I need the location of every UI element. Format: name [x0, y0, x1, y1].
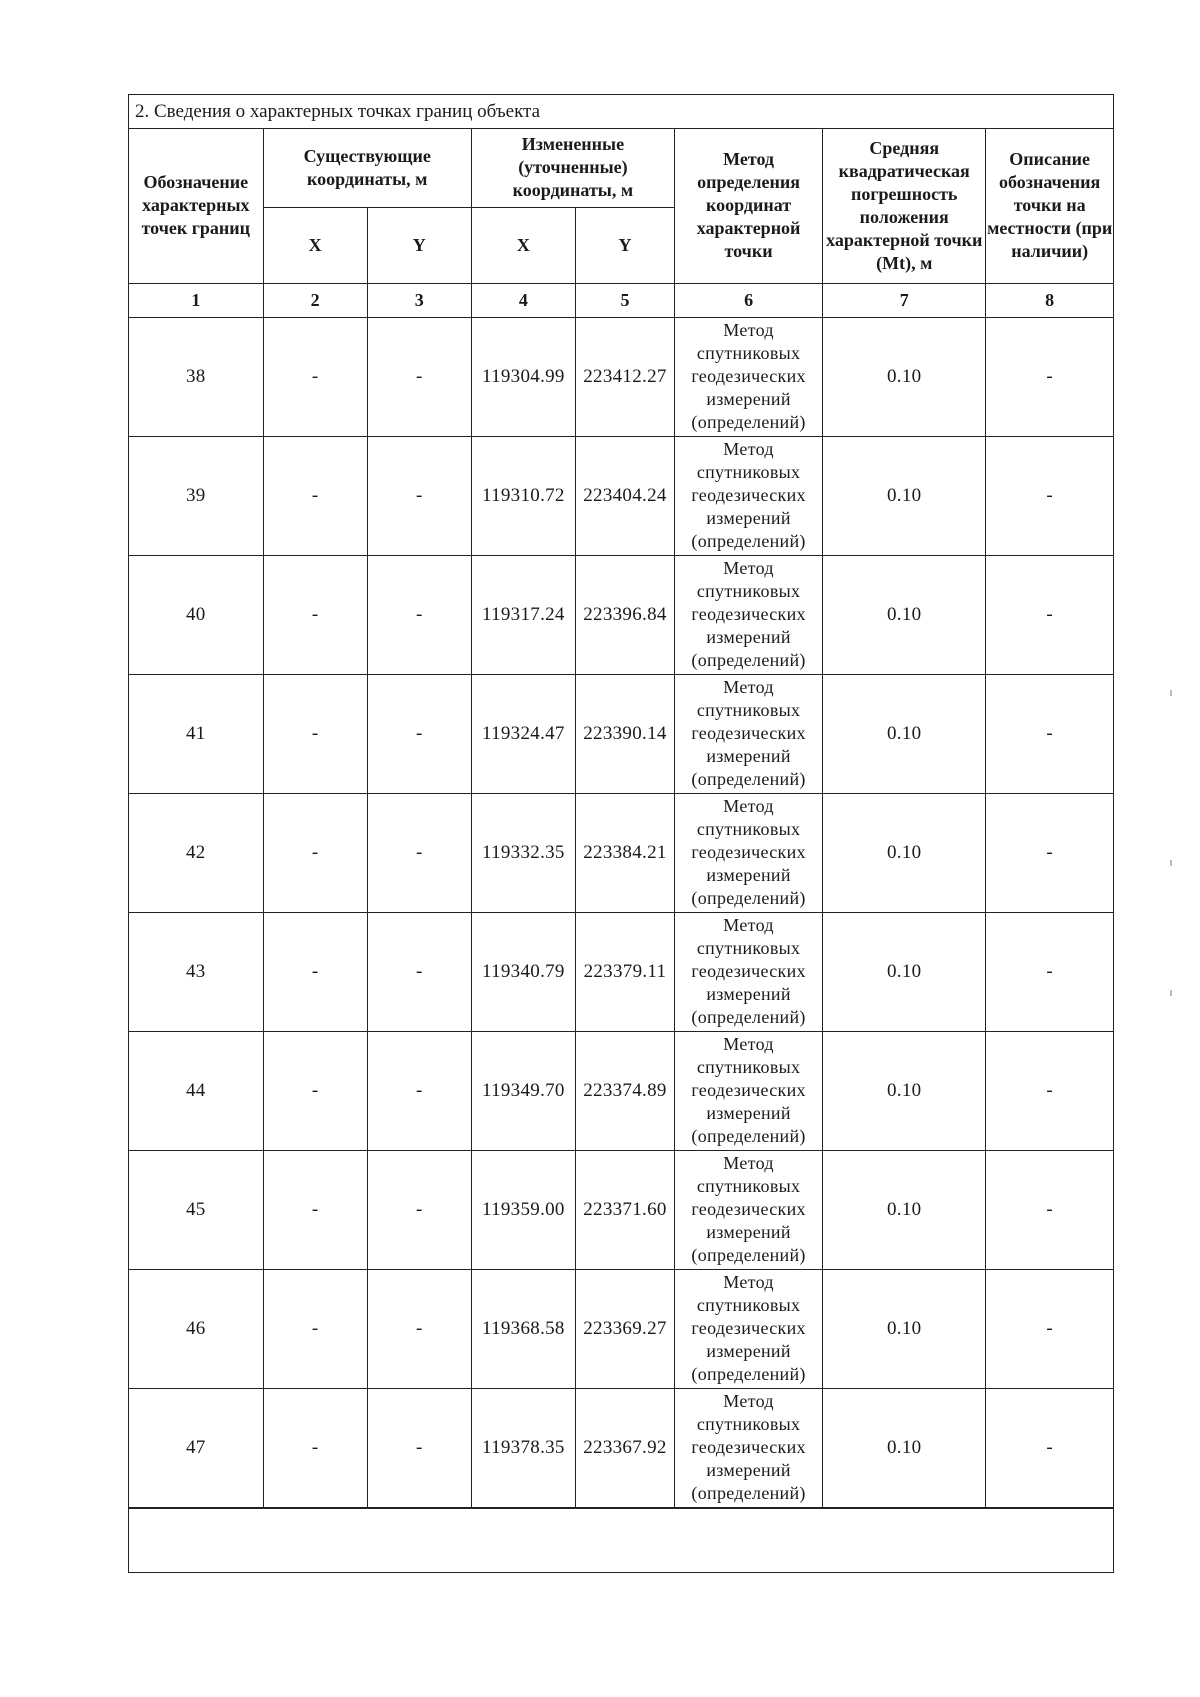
mean-error-cell: 0.10 — [823, 317, 986, 436]
method-line: геодезических — [691, 842, 806, 862]
method-line: измерений — [706, 1341, 791, 1361]
method-line: Метод — [723, 677, 774, 697]
changed-x-cell: 119304.99 — [471, 317, 575, 436]
existing-y-cell: - — [367, 793, 471, 912]
existing-y-cell: - — [367, 317, 471, 436]
mean-error-cell: 0.10 — [823, 793, 986, 912]
method-line: геодезических — [691, 961, 806, 981]
section-title: 2. Сведения о характерных точках границ объекта — [129, 95, 1113, 129]
existing-y-cell: - — [367, 555, 471, 674]
table-row — [129, 1269, 1113, 1388]
description-cell: - — [986, 317, 1113, 436]
table-row — [129, 793, 1113, 912]
method-cell — [675, 436, 823, 555]
point-id-cell: 44 — [129, 1031, 263, 1150]
point-id-cell: 43 — [129, 912, 263, 1031]
method-line: Метод — [723, 439, 774, 459]
method-line: (определений) — [691, 888, 806, 908]
method-cell — [675, 793, 823, 912]
header-changed-y: Y — [575, 207, 674, 283]
column-number: 2 — [263, 283, 367, 317]
existing-y-cell: - — [367, 1388, 471, 1507]
point-id-cell: 47 — [129, 1388, 263, 1507]
method-line: (определений) — [691, 650, 806, 670]
column-number: 4 — [471, 283, 575, 317]
point-id-cell: 41 — [129, 674, 263, 793]
points-section — [128, 94, 1114, 1573]
changed-y-cell: 223390.14 — [575, 674, 674, 793]
changed-y-cell: 223379.11 — [575, 912, 674, 1031]
table-row — [129, 1388, 1113, 1507]
existing-x-cell: - — [263, 555, 367, 674]
table-row — [129, 674, 1113, 793]
points-table — [129, 129, 1113, 1508]
method-line: геодезических — [691, 723, 806, 743]
method-line: Метод — [723, 915, 774, 935]
method-cell — [675, 317, 823, 436]
mean-error-cell: 0.10 — [823, 436, 986, 555]
point-id-cell: 39 — [129, 436, 263, 555]
mean-error-cell: 0.10 — [823, 1150, 986, 1269]
mean-error-cell: 0.10 — [823, 912, 986, 1031]
method-cell — [675, 912, 823, 1031]
header-existing-x: X — [263, 207, 367, 283]
description-cell: - — [986, 1269, 1113, 1388]
method-cell — [675, 1388, 823, 1507]
method-line: Метод — [723, 320, 774, 340]
column-number: 7 — [823, 283, 986, 317]
method-line: измерений — [706, 1460, 791, 1480]
method-line: (определений) — [691, 412, 806, 432]
method-line: измерений — [706, 984, 791, 1004]
header-method: Метод определения координат характерной точки — [675, 129, 823, 283]
column-number: 3 — [367, 283, 471, 317]
method-line: (определений) — [691, 1126, 806, 1146]
description-cell: - — [986, 674, 1113, 793]
method-line: геодезических — [691, 604, 806, 624]
table-header — [129, 129, 1113, 317]
changed-y-cell: 223374.89 — [575, 1031, 674, 1150]
method-line: (определений) — [691, 769, 806, 789]
existing-x-cell: - — [263, 1388, 367, 1507]
header-mean-error: Средняя квадратическая погрешность положения характерной точки (Mt), м — [823, 129, 986, 283]
method-line: спутниковых — [696, 343, 801, 363]
method-line: (определений) — [691, 531, 806, 551]
method-line: (определений) — [691, 1483, 806, 1503]
method-line: измерений — [706, 627, 791, 647]
existing-y-cell: - — [367, 1150, 471, 1269]
mean-error-cell: 0.10 — [823, 1031, 986, 1150]
point-id-cell: 38 — [129, 317, 263, 436]
header-description: Описание обозначения точки на местности (при наличии) — [986, 129, 1113, 283]
existing-y-cell: - — [367, 1031, 471, 1150]
table-body — [129, 317, 1113, 1507]
header-point-designation: Обозначение характерных точек границ — [129, 129, 263, 283]
existing-y-cell: - — [367, 436, 471, 555]
mean-error-cell: 0.10 — [823, 1269, 986, 1388]
changed-y-cell: 223384.21 — [575, 793, 674, 912]
existing-x-cell: - — [263, 674, 367, 793]
table-row — [129, 1031, 1113, 1150]
method-line: Метод — [723, 796, 774, 816]
header-changed-coordinates: Измененные (уточненные) координаты, м — [471, 129, 674, 207]
method-line: измерений — [706, 746, 791, 766]
changed-x-cell: 119317.24 — [471, 555, 575, 674]
method-line: Метод — [723, 1153, 774, 1173]
column-number-row — [129, 283, 1113, 317]
existing-x-cell: - — [263, 912, 367, 1031]
existing-x-cell: - — [263, 1031, 367, 1150]
changed-y-cell: 223404.24 — [575, 436, 674, 555]
point-id-cell: 40 — [129, 555, 263, 674]
method-line: спутниковых — [696, 1414, 801, 1434]
method-line: (определений) — [691, 1245, 806, 1265]
method-cell — [675, 674, 823, 793]
changed-y-cell: 223369.27 — [575, 1269, 674, 1388]
mean-error-cell: 0.10 — [823, 1388, 986, 1507]
changed-x-cell: 119310.72 — [471, 436, 575, 555]
method-line: геодезических — [691, 485, 806, 505]
scan-artifact — [1170, 990, 1172, 996]
table-row — [129, 436, 1113, 555]
method-line: измерений — [706, 389, 791, 409]
method-cell — [675, 1269, 823, 1388]
method-line: измерений — [706, 1222, 791, 1242]
method-line: геодезических — [691, 1199, 806, 1219]
changed-x-cell: 119349.70 — [471, 1031, 575, 1150]
existing-y-cell: - — [367, 674, 471, 793]
description-cell: - — [986, 436, 1113, 555]
header-existing-coordinates: Существующие координаты, м — [263, 129, 471, 207]
method-line: измерений — [706, 1103, 791, 1123]
point-id-cell: 45 — [129, 1150, 263, 1269]
table-row — [129, 555, 1113, 674]
changed-y-cell: 223412.27 — [575, 317, 674, 436]
method-cell — [675, 1150, 823, 1269]
description-cell: - — [986, 1031, 1113, 1150]
column-number: 8 — [986, 283, 1113, 317]
changed-x-cell: 119340.79 — [471, 912, 575, 1031]
changed-y-cell: 223371.60 — [575, 1150, 674, 1269]
existing-y-cell: - — [367, 912, 471, 1031]
method-line: геодезических — [691, 1318, 806, 1338]
description-cell: - — [986, 1150, 1113, 1269]
changed-x-cell: 119359.00 — [471, 1150, 575, 1269]
method-line: геодезических — [691, 1080, 806, 1100]
method-line: геодезических — [691, 1437, 806, 1457]
description-cell: - — [986, 793, 1113, 912]
existing-x-cell: - — [263, 317, 367, 436]
method-line: спутниковых — [696, 938, 801, 958]
description-cell: - — [986, 1388, 1113, 1507]
changed-x-cell: 119378.35 — [471, 1388, 575, 1507]
method-line: спутниковых — [696, 1295, 801, 1315]
header-changed-x: X — [471, 207, 575, 283]
method-line: спутниковых — [696, 1176, 801, 1196]
description-cell: - — [986, 555, 1113, 674]
table-row — [129, 317, 1113, 436]
mean-error-cell: 0.10 — [823, 674, 986, 793]
method-line: спутниковых — [696, 581, 801, 601]
existing-x-cell: - — [263, 793, 367, 912]
mean-error-cell: 0.10 — [823, 555, 986, 674]
method-line: измерений — [706, 865, 791, 885]
method-line: Метод — [723, 558, 774, 578]
changed-y-cell: 223396.84 — [575, 555, 674, 674]
column-number: 1 — [129, 283, 263, 317]
existing-x-cell: - — [263, 436, 367, 555]
method-line: Метод — [723, 1391, 774, 1411]
method-line: спутниковых — [696, 700, 801, 720]
method-line: спутниковых — [696, 462, 801, 482]
method-line: геодезических — [691, 366, 806, 386]
method-line: (определений) — [691, 1364, 806, 1384]
method-line: Метод — [723, 1034, 774, 1054]
column-number: 5 — [575, 283, 674, 317]
blank-footer-row — [129, 1508, 1113, 1572]
header-existing-y: Y — [367, 207, 471, 283]
method-line: измерений — [706, 508, 791, 528]
changed-x-cell: 119332.35 — [471, 793, 575, 912]
existing-y-cell: - — [367, 1269, 471, 1388]
point-id-cell: 42 — [129, 793, 263, 912]
changed-x-cell: 119324.47 — [471, 674, 575, 793]
scan-artifact — [1170, 690, 1172, 696]
point-id-cell: 46 — [129, 1269, 263, 1388]
method-line: спутниковых — [696, 819, 801, 839]
description-cell: - — [986, 912, 1113, 1031]
method-cell — [675, 555, 823, 674]
changed-x-cell: 119368.58 — [471, 1269, 575, 1388]
changed-y-cell: 223367.92 — [575, 1388, 674, 1507]
existing-x-cell: - — [263, 1269, 367, 1388]
table-row — [129, 912, 1113, 1031]
method-line: Метод — [723, 1272, 774, 1292]
existing-x-cell: - — [263, 1150, 367, 1269]
column-number: 6 — [675, 283, 823, 317]
method-line: (определений) — [691, 1007, 806, 1027]
method-line: спутниковых — [696, 1057, 801, 1077]
table-row — [129, 1150, 1113, 1269]
scan-artifact — [1170, 860, 1172, 866]
method-cell — [675, 1031, 823, 1150]
